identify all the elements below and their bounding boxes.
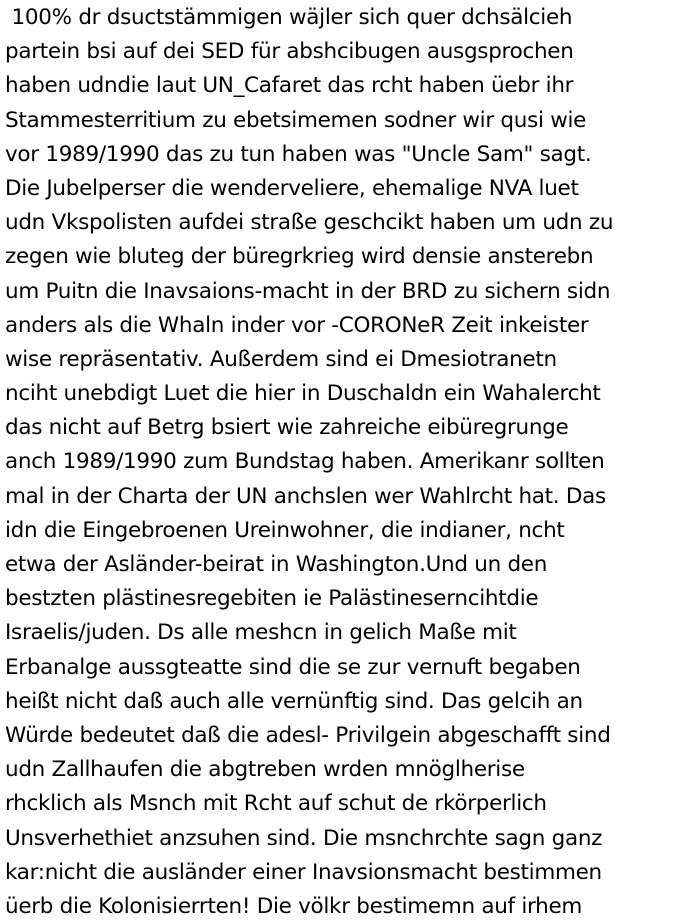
text-line: heißt nicht daß auch alle vernünftig sind. Das gelcih an bbox=[5, 688, 583, 714]
text-line: wise repräsentativ. Außerdem sind ei Dmesiotranetn bbox=[5, 346, 557, 372]
text-line: mal in der Charta der UN anchslen wer Wahlrcht hat. Das bbox=[5, 483, 606, 509]
text-line: Die Jubelperser die wenderveliere, ehemalige NVA luet bbox=[5, 175, 579, 201]
text-line: rhcklich als Msnch mit Rcht auf schut de rkörperlich bbox=[5, 791, 547, 817]
text-line: Israelis/juden. Ds alle meshcn in gelich Maße mit bbox=[5, 620, 517, 646]
text-line: Unsverhethiet anzsuhen sind. Die msnchrchte sagn ganz bbox=[5, 825, 603, 851]
text-line: Würde bedeutet daß die adesl- Privilgein abgeschafft sind bbox=[5, 722, 611, 748]
text-line: anders als die Whaln inder vor -CORONeR Zeit inkeister bbox=[5, 312, 589, 338]
text-line: udn Vkspolisten aufdei straße geschcikt haben um udn zu bbox=[5, 210, 614, 236]
text-line: Stammesterritium zu ebetsimemen sodner wir qusi wie bbox=[5, 107, 587, 133]
text-line: etwa der Asländer-beirat in Washington.Und un den bbox=[5, 552, 548, 577]
text-line: um Puitn die Inavsaions-macht in der BRD zu sichern sidn bbox=[5, 278, 611, 304]
text-line: Erbanalge aussgteatte sind die se zur vernuft begaben bbox=[5, 654, 581, 680]
text-line: bestzten plästinesregebiten ie Palästineserncihtdie bbox=[5, 586, 539, 612]
text-line: idn die Eingebroenen Ureinwohner, die indianer, ncht bbox=[5, 517, 565, 543]
text-line: anch 1989/1990 zum Bundstag haben. Amerikanr sollten bbox=[5, 449, 605, 475]
text-line: partein bsi auf dei SED für abshcibugen ausgsprochen bbox=[5, 39, 574, 65]
body-text bbox=[5, 1, 681, 920]
text-line: udn Zallhaufen die abgtreben wrden mnöglherise bbox=[5, 757, 525, 783]
text-line: üerb die Kolonisierrten! Die völkr bestimemn auf irhem bbox=[5, 893, 583, 919]
text-line: haben udndie laut UN_Cafaret das rcht haben üebr ihr bbox=[5, 73, 574, 99]
text-line: das nicht auf Betrg bsiert wie zahreiche eibüregrunge bbox=[5, 415, 569, 441]
text-line: zegen wie bluteg der büregrkrieg wird densie ansterebn bbox=[5, 244, 594, 270]
text-line: nciht unebdigt Luet die hier in Duschaldn ein Wahalercht bbox=[5, 381, 601, 407]
text-line: 100% dr dsuctstämmigen wäjler sich quer dchsälcieh bbox=[5, 5, 573, 30]
text-line: vor 1989/1990 das zu tun haben was "Uncle Sam" sagt. bbox=[5, 141, 592, 167]
text-line: kar:nicht die ausländer einer Inavsionsmacht bestimmen bbox=[5, 859, 602, 885]
